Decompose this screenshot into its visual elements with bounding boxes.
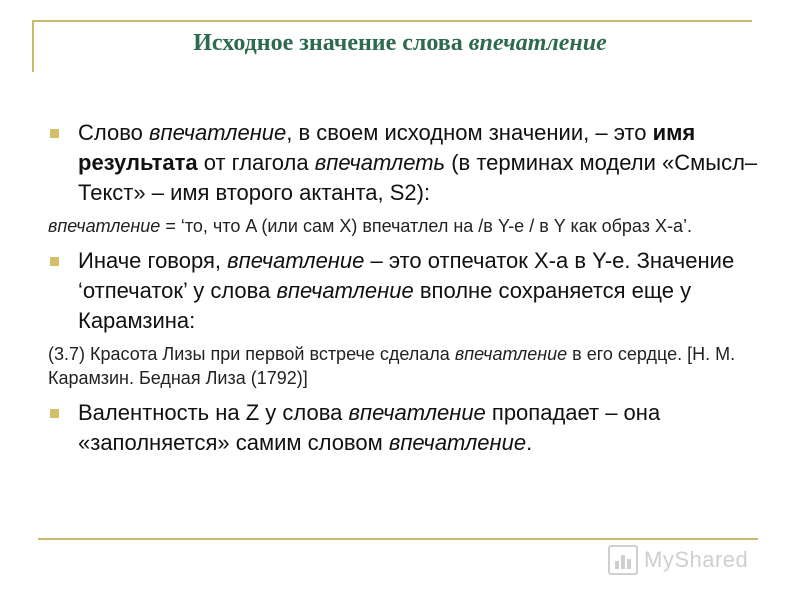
top-horizontal-rule xyxy=(32,20,752,22)
bullet-2-text: Иначе говоря, впечатление – это отпечаток X-а в Y-е. Значение ‘отпечаток’ у слова впечатление вполне сохраняется еще у Карамзина: xyxy=(78,248,735,333)
bullet-1-text: Слово впечатление, в своем исходном значении, – это имя результата от глагола впечатлеть (в терминах модели «Смысл–Текст» – имя второго актанта, S2): xyxy=(78,120,758,205)
bullet-2 xyxy=(48,246,758,336)
sub-definition: впечатление = ‘то, что A (или сам X) впечатлел на /в Y-е / в Y как образ X-а’. xyxy=(48,216,693,236)
watermark-logo xyxy=(608,540,748,580)
bullet-3-text: Валентность на Z у слова впечатление пропадает – она «заполняется» самим словом впечатление. xyxy=(78,400,661,455)
presentation-chart-icon xyxy=(608,545,638,575)
slide-title xyxy=(0,30,800,57)
bullet-square-icon xyxy=(50,129,59,138)
bullet-1 xyxy=(48,118,758,208)
bullet-3 xyxy=(48,398,758,458)
bullet-square-icon xyxy=(50,257,59,266)
slide-content xyxy=(48,118,758,458)
logo-text: MyShared xyxy=(644,547,749,572)
sub-example: (3.7) Красота Лизы при первой встрече сделала впечатление в его сердце. [Н. М. Карамзин. Бедная Лиза (1792)] xyxy=(48,344,736,388)
title-italic: впечатление xyxy=(468,30,607,56)
bullet-square-icon xyxy=(50,409,59,418)
title-plain: Исходное значение слова xyxy=(193,30,469,56)
